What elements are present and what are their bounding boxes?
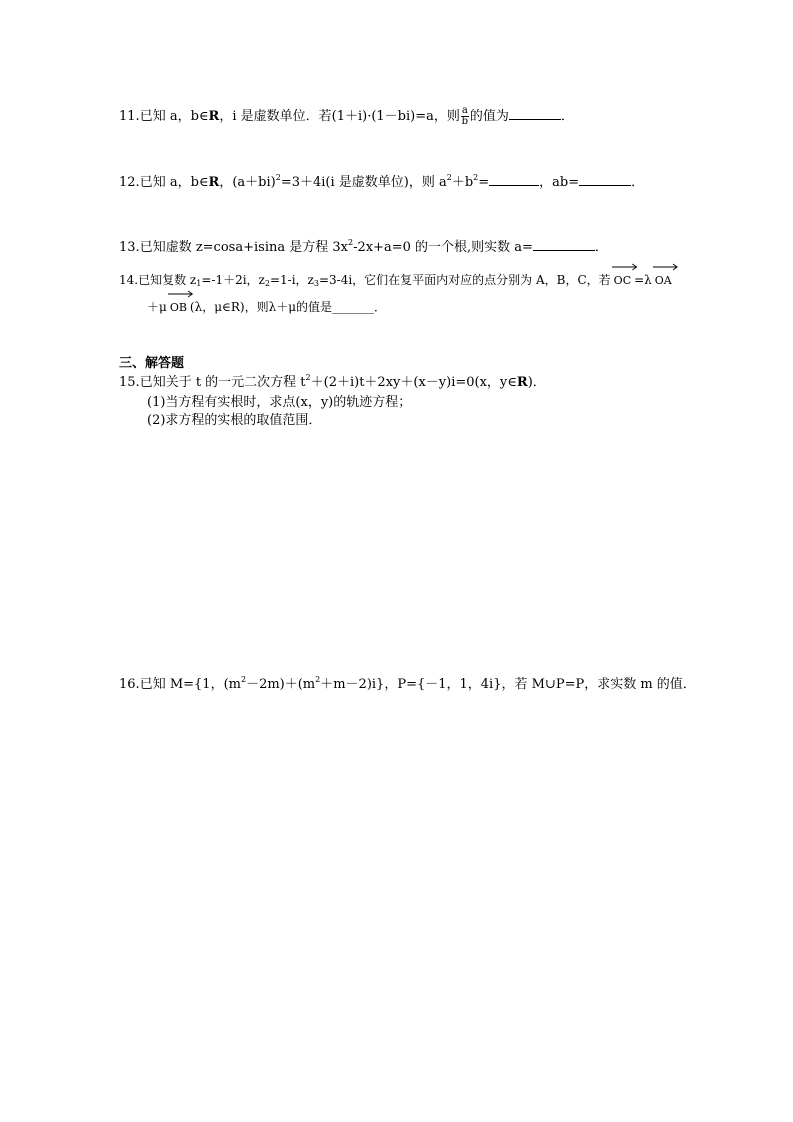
vector-oa: OA <box>655 273 672 289</box>
question-15: 15.已知关于 t 的一元二次方程 $t^2+(2+i)t+2xy+(x-y)i=0(x$，y∈R)． <box>119 373 546 390</box>
question-number: 11. <box>119 109 140 124</box>
answer-blank <box>533 238 595 251</box>
question-16: 16.已知 M={1，$(m^2-2m)+(m^2+m-2)i$}，P={－1，1，4i}，若 M∪P=P，求实数 m 的值． <box>119 675 696 692</box>
question-number: 13. <box>119 240 140 255</box>
vector-oc: OC <box>614 273 631 289</box>
question-15-part-1: (1)当方程有实根时，求点(x，y)的轨迹方程； <box>147 395 412 410</box>
question-13: 13.已知虚数 z=cosa+isina 是方程 $3x^2-2x+a=0$ 的一个根,则实数 a= ． <box>119 238 608 255</box>
question-14: 14.已知复数 $z_1=-1+2i$，$z_2=1-i$，$z_3=3-4i$，它们在复平面内对应的点分别为 A，B，C，若 OC =λ OA <box>119 272 675 289</box>
answer-blank: _______ <box>332 300 375 314</box>
section-heading: 三、解答题 <box>119 356 185 371</box>
answer-blank <box>489 173 539 186</box>
answer-blank <box>509 107 561 120</box>
question-15-part-2: (2)求方程的实根的取值范围． <box>147 413 322 428</box>
vector-ob: OB <box>170 300 187 316</box>
question-number: 12. <box>119 175 140 190</box>
question-number: 14. <box>119 273 139 287</box>
question-12: 12.已知 a，b∈R，$(a+bi)^2=3+4i(i$ 是虚数单位)，则 $a^2+b^2=$ ，ab= ． <box>119 173 645 190</box>
question-number: 16. <box>119 677 140 692</box>
question-14-continued: ＋μ OB (λ，μ∈R)，则λ＋μ的值是_______． <box>147 299 386 316</box>
question-11: 11.已知 a，b∈R，i 是虚数单位．若(1＋i)·(1－bi)=a，则 $\frac{a}{b}$ 的值为 ． <box>119 105 574 127</box>
answer-blank <box>579 173 631 186</box>
fraction-a-over-b: $\frac{a}{b}$ <box>461 105 469 127</box>
question-number: 15. <box>119 375 140 390</box>
